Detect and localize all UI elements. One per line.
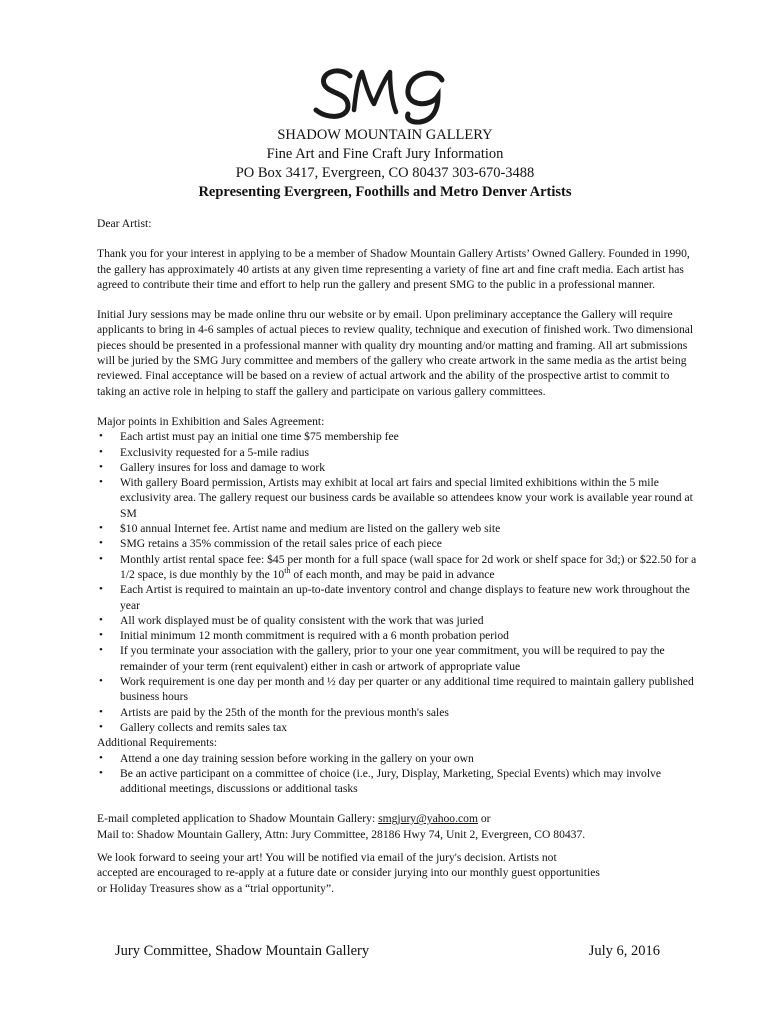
gallery-logo: [0, 60, 770, 128]
list-item: • SMG retains a 35% commission of the retail sales price of each piece: [97, 536, 697, 551]
list-item: • Exclusivity requested for a 5-mile radius: [97, 445, 697, 460]
gallery-name: SHADOW MOUNTAIN GALLERY: [277, 127, 493, 143]
list-item: • Gallery insures for loss and damage to work: [97, 460, 697, 475]
list-item: • Work requirement is one day per month and ½ day per quarter or any additional time required to maintain gallery published business hours: [97, 674, 697, 705]
ordinal-suffix: th: [284, 566, 291, 576]
list-item: • If you terminate your association with the gallery, prior to your one year commitment, you will be required to pay the remainder of your term (rent equivalent) either in cash or artwork of appropriate value: [97, 643, 697, 674]
email-instruction-text: E-mail completed application to Shadow Mountain Gallery:: [97, 812, 379, 826]
closing-line: accepted are encouraged to re-apply at a future date or consider jurying into our monthly guest opportunities: [97, 866, 600, 880]
signature: Jury Committee, Shadow Mountain Gallery: [115, 943, 370, 959]
jury-paragraph: Initial Jury sessions may be made online thru our website or by email. Upon preliminary acceptance the Gallery will require applicants to bring in 4-6 samples of actual pieces to review quality, technique and execution of finished work. Two dimensional pieces should be presented in a professional manner with quality dry mounting and/or matting and framing. All art submissions will be juried by the SMG Jury committee and members of the gallery who create artwork in the same media as the artist being reviewed. Final acceptance will be based on a review of actual artwork and the ability of the prospective artist to commit to taking an active role in helping to staff the gallery and participate on various gallery committees.: [97, 308, 694, 398]
list-item: • Attend a one day training session before working in the gallery on your own: [97, 751, 697, 766]
additional-requirements-list: [97, 751, 697, 797]
list-item: • All work displayed must be of quality consistent with the work that was juried: [97, 613, 697, 628]
letter-footer: [115, 943, 660, 960]
gallery-tagline: Representing Evergreen, Foothills and Metro Denver Artists: [198, 184, 572, 200]
list-item: • Artists are paid by the 25th of the month for the previous month's sales: [97, 705, 697, 720]
mail-instruction: Mail to: Shadow Mountain Gallery, Attn: Jury Committee, 28186 Hwy 74, Unit 2, Evergreen, CO 80437.: [97, 827, 586, 841]
rent-fee-text: Monthly artist rental space fee: $45 per month for a full space (wall space for 2d work or shelf space for 3d;) or $22.50 for a 1/2 space, is due monthly by the 10: [120, 552, 697, 581]
list-item: • $10 annual Internet fee. Artist name and medium are listed on the gallery web site: [97, 521, 697, 536]
closing-line: or Holiday Treasures show as a “trial opportunity”.: [97, 881, 334, 895]
list-item: • Each Artist is required to maintain an up-to-date inventory control and change displays to feature new work throughout the year: [97, 582, 697, 613]
list-item: • Initial minimum 12 month commitment is required with a 6 month probation period: [97, 628, 697, 643]
letter-date: July 6, 2016: [588, 943, 660, 959]
document-subtitle: Fine Art and Fine Craft Jury Information: [266, 146, 504, 162]
gallery-address: PO Box 3417, Evergreen, CO 80437 303-670-3488: [235, 165, 535, 181]
list-item: • With gallery Board permission, Artists may exhibit at local art fairs and special limited exhibitions within the 5 mile exclusivity area. The gallery request our business cards be available so attendees know your work is available year round at SM: [97, 475, 697, 521]
additional-requirements-heading: Additional Requirements:: [97, 736, 218, 750]
list-item: • Be an active participant on a committee of choice (i.e., Jury, Display, Marketing, Special Events) which may involve additional meetings, discussions or additional tasks: [97, 766, 697, 797]
email-instruction-suffix: or: [477, 812, 491, 826]
list-item: • Gallery collects and remits sales tax: [97, 720, 697, 735]
list-item-rent-fee: [97, 552, 697, 583]
letter-body: [97, 216, 697, 896]
list-item: • Each artist must pay an initial one time $75 membership fee: [97, 429, 697, 444]
email-link[interactable]: smgjury@yahoo.com: [378, 812, 478, 826]
rent-fee-text-end: of each month, and may be paid in advance: [290, 567, 495, 581]
major-points-list: [97, 429, 697, 735]
email-instruction: [97, 811, 697, 826]
salutation: Dear Artist:: [97, 217, 152, 230]
letterhead: [0, 126, 770, 202]
smg-logo-icon: [310, 60, 460, 126]
intro-paragraph: Thank you for your interest in applying to be a member of Shadow Mountain Gallery Artists’ Owned Gallery. Founded in 1990, the gallery has approximately 40 artists at any given time representing a variety of fine art and fine craft media. Each artist has agreed to contribute their time and effort to help run the gallery and present SMG to the public in a professional manner.: [97, 247, 690, 291]
closing-line: We look forward to seeing your art! You will be notified via email of the jury's decision. Artists not: [97, 850, 557, 864]
major-points-heading: Major points in Exhibition and Sales Agreement:: [97, 414, 325, 428]
